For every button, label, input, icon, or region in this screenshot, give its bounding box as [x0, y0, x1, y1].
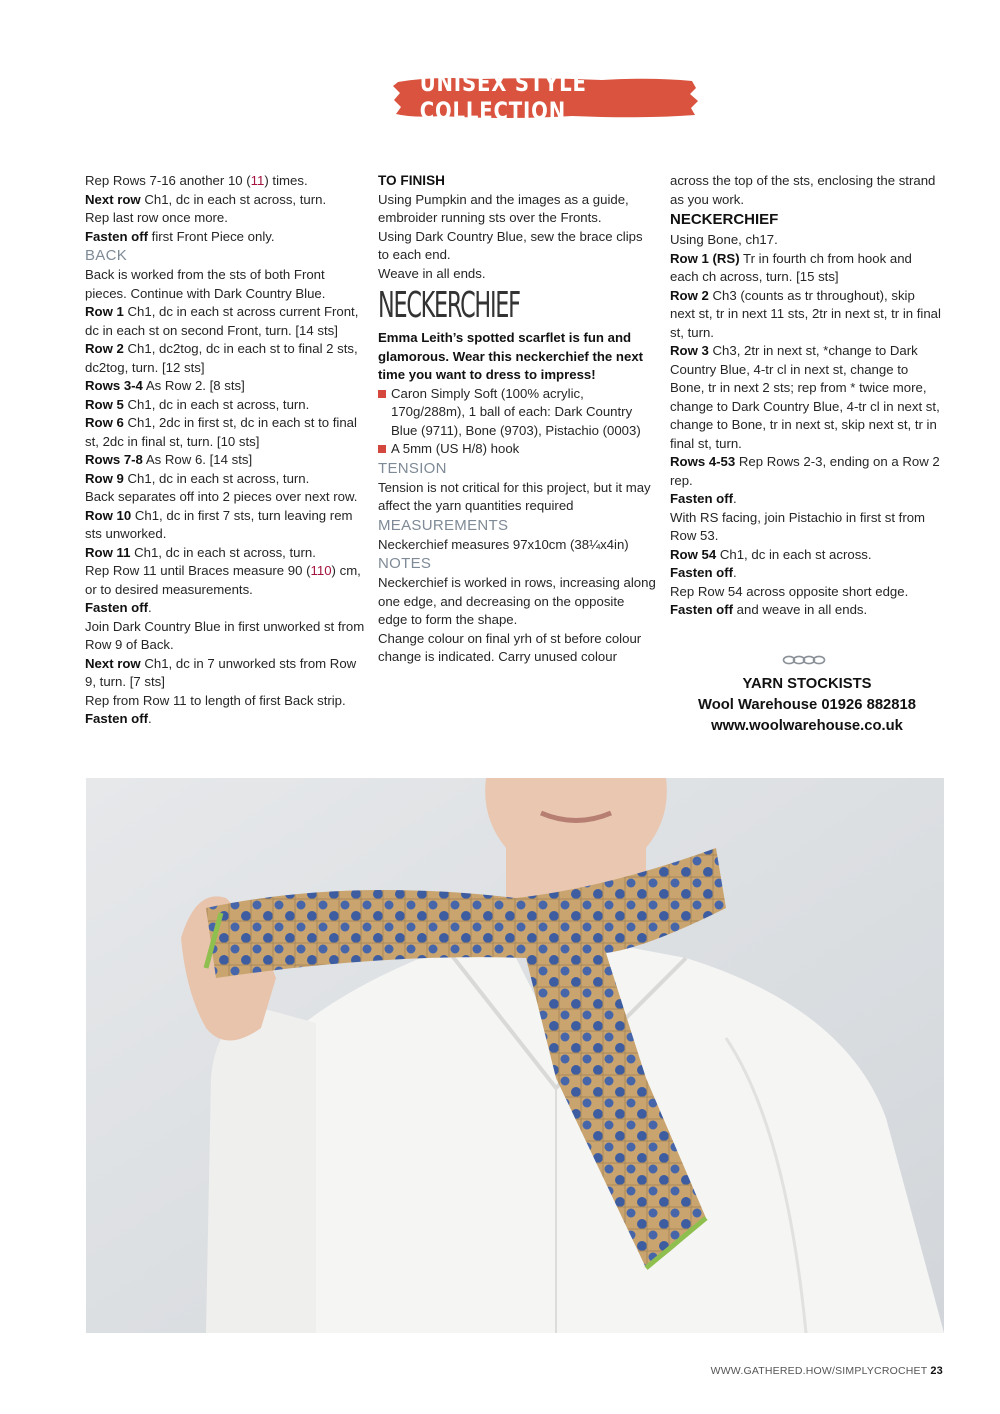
- pattern-row: Row 2 Ch3 (counts as tr throughout), skip next st, tr in next 11 sts, 2tr in next st, tr in final st, turn.: [670, 287, 941, 340]
- pattern-row: Row 3 Ch3, 2tr in next st, *change to Dark Country Blue, 4-tr cl in next st, change to Bone, tr in next 2 sts; rep from * twice more, change to Dark Country Blue, 4-tr cl in next st, change to Bone, tr in next st, skip next st, tr in final st, turn.: [670, 343, 940, 451]
- section-heading-back: BACK: [85, 247, 128, 264]
- neckerchief-photo: [86, 778, 944, 1333]
- pattern-row: Row 9 Ch1, dc in each st across, turn.: [85, 470, 310, 486]
- page-footer: [711, 1365, 943, 1377]
- paragraph: Change colour on final yrh of st before colour change is indicated. Carry unused colour: [378, 630, 642, 664]
- paragraph: Fasten off.: [85, 600, 152, 615]
- footer-url: WWW.GATHERED.HOW/SIMPLYCROCHET: [710, 1365, 928, 1377]
- pattern-row: Row 2 Ch1, dc2tog, dc in each st to final 2 sts, dc2tog, turn. [12 sts]: [85, 341, 358, 375]
- paragraph: With RS facing, join Pistachio in first st from Row 53.: [670, 509, 926, 543]
- model-wearing-neckerchief-image: [86, 778, 944, 1333]
- paragraph: Fasten off.: [85, 711, 152, 726]
- column-left: [85, 172, 365, 729]
- paragraph: Fasten off.: [670, 491, 737, 506]
- column-right: [670, 172, 942, 737]
- pattern-row: Row 10 Ch1, dc in first 7 sts, turn leaving rem sts unworked.: [85, 507, 353, 541]
- page-number: 23: [930, 1365, 943, 1377]
- paragraph: Fasten off.: [670, 565, 737, 580]
- paragraph: Rep Rows 7-16 another 10 (11) times.: [85, 173, 308, 188]
- pattern-row: Rows 3-4 As Row 2. [8 sts]: [85, 378, 245, 393]
- section-banner: [392, 69, 700, 125]
- materials-item: Caron Simply Soft (100% acrylic, 170g/288m), 1 ball of each: Dark Country Blue (9711), Bone (9703), Pistachio (0003): [378, 385, 656, 441]
- bullet-square-icon: [378, 390, 386, 398]
- section-heading-measurements: MEASUREMENTS: [378, 516, 509, 534]
- pattern-row: Row 1 (RS) Tr in fourth ch from hook and each ch across, turn. [15 sts]: [670, 250, 912, 284]
- pattern-row: Row 54 Ch1, dc in each st across.: [670, 546, 872, 562]
- paragraph: Using Dark Country Blue, sew the brace clips to each end.: [378, 228, 643, 262]
- paragraph: Back is worked from the sts of both Front pieces. Continue with Dark Country Blue.: [85, 267, 326, 301]
- section-heading-tension: TENSION: [378, 459, 447, 477]
- paragraph: Rep Row 54 across opposite short edge.: [670, 583, 909, 599]
- column-middle: [378, 172, 656, 667]
- paragraph: Neckerchief is worked in rows, increasing along one edge, and decreasing on the opposite edge to form the shape.: [378, 575, 656, 627]
- paragraph: across the top of the sts, enclosing the strand as you work.: [670, 173, 936, 207]
- paragraph: Rep last row once more.: [85, 210, 228, 225]
- paragraph: Weave in all ends.: [378, 265, 486, 281]
- yarn-stockists: [672, 674, 942, 737]
- stockists-url: www.woolwarehouse.co.uk: [711, 717, 903, 734]
- paragraph: Fasten off and weave in all ends.: [670, 602, 868, 617]
- pattern-intro: Emma Leith’s spotted scarflet is fun and glamorous. Wear this neckerchief the next time you want to dress to impress!: [378, 330, 644, 382]
- paragraph: Using Bone, ch17.: [670, 232, 778, 247]
- paragraph: Rep from Row 11 to length of first Back strip.: [85, 692, 346, 708]
- paragraph: Fasten off first Front Piece only.: [85, 228, 275, 244]
- bullet-square-icon: [378, 445, 386, 453]
- materials-item: A 5mm (US H/8) hook: [378, 440, 656, 459]
- stockists-name: Wool Warehouse 01926 882818: [698, 696, 916, 713]
- pattern-title: NECKERCHIEF: [378, 285, 520, 326]
- pattern-row: Row 11 Ch1, dc in each st across, turn.: [85, 544, 316, 560]
- section-heading-neckerchief: NECKERCHIEF: [670, 211, 779, 228]
- pattern-row: Row 6 Ch1, 2dc in first st, dc in each st to final st, 2dc in final st, turn. [10 sts]: [85, 415, 357, 449]
- paragraph: Rep Row 11 until Braces measure 90 (110) cm, or to desired measurements.: [85, 563, 361, 597]
- stockists-title: YARN STOCKISTS: [742, 675, 872, 692]
- pattern-row: Rows 4-53 Rep Rows 2-3, ending on a Row 2 rep.: [670, 454, 940, 488]
- section-heading-to-finish: TO FINISH: [378, 173, 445, 188]
- section-heading-notes: NOTES: [378, 555, 432, 572]
- pattern-row: Row 5 Ch1, dc in each st across, turn.: [85, 396, 310, 412]
- chain-ornament-icon: [782, 654, 830, 666]
- paragraph: Neckerchief measures 97x10cm (38¼x4in): [378, 536, 629, 552]
- pattern-row: Rows 7-8 As Row 6. [14 sts]: [85, 452, 253, 467]
- paragraph: Using Pumpkin and the images as a guide, embroider running sts over the Fronts.: [378, 191, 629, 225]
- banner-title: UNISEX STYLE COLLECTION: [419, 69, 587, 125]
- pattern-row: Row 1 Ch1, dc in each st across current Front, dc in each st on second Front, turn. [14 sts]: [85, 304, 359, 338]
- paragraph: Tension is not critical for this project, but it may affect the yarn quantities required: [378, 479, 651, 513]
- paragraph: Back separates off into 2 pieces over next row.: [85, 489, 358, 504]
- paragraph: Join Dark Country Blue in first unworked st from Row 9 of Back.: [85, 618, 365, 652]
- paragraph: Next row Ch1, dc in each st across, turn.: [85, 191, 327, 207]
- pattern-row: Next row Ch1, dc in 7 unworked sts from Row 9, turn. [7 sts]: [85, 655, 357, 689]
